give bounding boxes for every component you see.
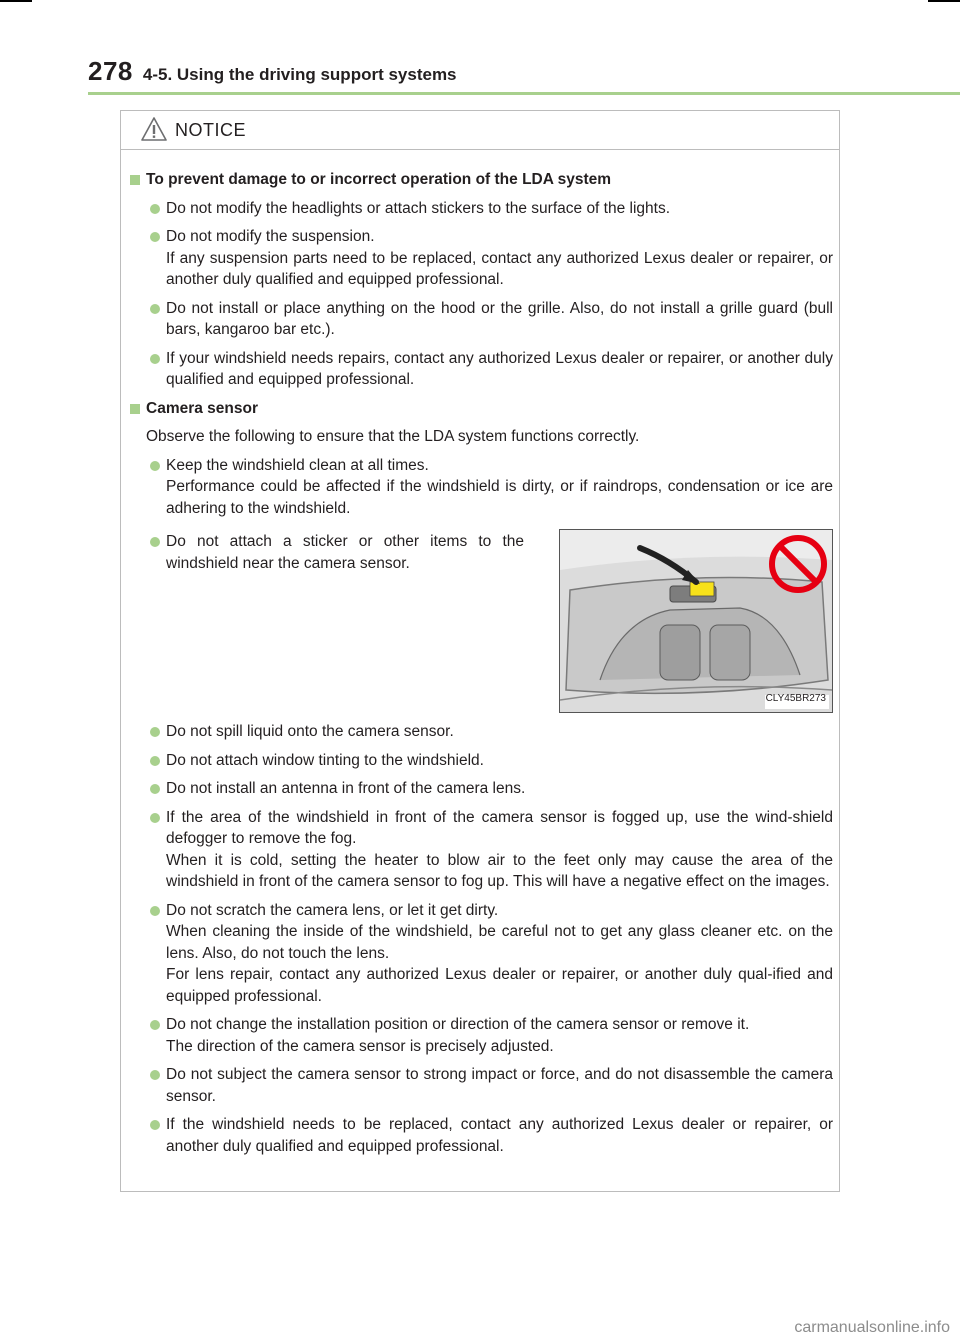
round-bullet-icon [150, 1020, 160, 1030]
crop-mark [0, 0, 32, 2]
bullet-line: When it is cold, setting the heater to blow air to the feet only may cause the area of the windshield in front of the camera sensor to fog up. This will have a negative effect on the images. [166, 851, 833, 890]
bullet-item [150, 198, 833, 220]
bullet-line: Do not install or place anything on the hood or the grille. Also, do not install a grille guard (bull bars, kangaroo bar etc.). [166, 299, 833, 338]
intro-text: Observe the following to ensure that the LDA system functions correctly. [146, 428, 640, 445]
round-bullet-icon [150, 1120, 160, 1130]
bullet-item [150, 348, 833, 391]
round-bullet-icon [150, 756, 160, 766]
section-title: 4-5. Using the driving support systems [142, 65, 457, 84]
crop-mark [928, 0, 960, 2]
warning-triangle-icon [141, 117, 167, 141]
bullet-text [166, 198, 833, 220]
figure-caption: CLY45BR273 [765, 692, 826, 704]
page-header [88, 56, 457, 87]
round-bullet-icon [150, 354, 160, 364]
header-rule [88, 92, 960, 95]
bullet-text [166, 750, 833, 772]
round-bullet-icon [150, 727, 160, 737]
round-bullet-icon [150, 232, 160, 242]
bullet-item [150, 226, 833, 291]
bullet-item [150, 1114, 833, 1157]
bullet-line: If your windshield needs repairs, contact any authorized Lexus dealer or repairer, or another duly qualified and equipped professional. [166, 349, 833, 388]
windshield-camera-drawing [560, 530, 832, 712]
bullet-line: Keep the windshield clean at all times. [166, 456, 429, 474]
bullet-item [150, 778, 833, 800]
bullet-item [150, 1064, 833, 1107]
bullet-text [166, 298, 833, 341]
bullet-item [150, 298, 833, 341]
bullet-text [166, 348, 833, 391]
bullet-item [150, 531, 524, 706]
section-heading [130, 398, 833, 420]
bullet-item [150, 721, 833, 743]
round-bullet-icon [150, 813, 160, 823]
bullet-line: Do not attach window tinting to the windshield. [166, 751, 484, 769]
bullet-line: If the windshield needs to be replaced, contact any authorized Lexus dealer or repairer, or another duly qualified and equipped professional. [166, 1116, 833, 1155]
bullet-item [150, 455, 833, 520]
figure-row [130, 529, 833, 713]
bullet-item [150, 807, 833, 893]
notice-content [130, 169, 833, 1164]
bullet-text [166, 900, 833, 1008]
bullet-text [166, 1114, 833, 1157]
heading-text: To prevent damage to or incorrect operation of the LDA system [146, 171, 612, 188]
bullet-text [166, 807, 833, 893]
bullet-line: Do not modify the headlights or attach stickers to the surface of the lights. [166, 199, 671, 217]
square-bullet-icon [130, 175, 140, 185]
bullet-line: When cleaning the inside of the windshield, be careful not to get any glass cleaner etc. on the lens. Also, do not touch the lens. [166, 923, 833, 962]
bullet-item [150, 1014, 833, 1057]
round-bullet-icon [150, 1070, 160, 1080]
round-bullet-icon [150, 304, 160, 314]
bullet-item [150, 750, 833, 772]
bullet-text [166, 721, 833, 743]
bullet-line: For lens repair, contact any authorized Lexus dealer or repairer, or another duly qual-ified and equipped professional. [166, 966, 833, 1005]
round-bullet-icon [150, 461, 160, 471]
section-heading [130, 169, 833, 191]
heading-text: Camera sensor [146, 399, 259, 417]
bullet-line: Do not install an antenna in front of the camera lens. [166, 780, 526, 797]
bullet-line: The direction of the camera sensor is precisely adjusted. [166, 1037, 554, 1055]
bullet-text [166, 1064, 833, 1107]
camera-sensor-illustration [559, 529, 833, 713]
round-bullet-icon [150, 537, 160, 547]
bullet-line: If any suspension parts need to be replaced, contact any authorized Lexus dealer or repairer, or another duly qualified and equipped professional. [166, 249, 833, 288]
bullet-item [150, 900, 833, 1008]
bullet-text: Do not attach a sticker or other items to the windshield near the camera sensor. [166, 533, 524, 572]
watermark: carmanualsonline.info [794, 1319, 950, 1336]
bullet-text [166, 226, 833, 291]
round-bullet-icon [150, 204, 160, 214]
bullet-line: Do not spill liquid onto the camera sensor. [166, 723, 454, 740]
bullet-line: Do not change the installation position or direction of the camera sensor or remove it. [166, 1016, 750, 1033]
bullet-line: Do not modify the suspension. [166, 228, 375, 245]
bullet-line: Performance could be affected if the windshield is dirty, or if raindrops, condensation or ice are adhering to the windshield. [166, 478, 833, 517]
bullet-line: Do not subject the camera sensor to strong impact or force, and do not disassemble the camera sensor. [166, 1066, 833, 1105]
bullet-text [166, 455, 833, 520]
notice-label: NOTICE [175, 120, 247, 140]
bullet-text [166, 778, 833, 800]
bullet-line: Do not scratch the camera lens, or let it get dirty. [166, 901, 499, 919]
page-number: 278 [88, 56, 133, 86]
round-bullet-icon [150, 784, 160, 794]
round-bullet-icon [150, 906, 160, 916]
square-bullet-icon [130, 404, 140, 414]
bullet-line: If the area of the windshield in front of the camera sensor is fogged up, use the wind-shield defogger to remove the fog. [166, 808, 833, 847]
notice-header [121, 111, 839, 150]
bullet-text [166, 1014, 833, 1057]
notice-box [120, 110, 840, 1192]
